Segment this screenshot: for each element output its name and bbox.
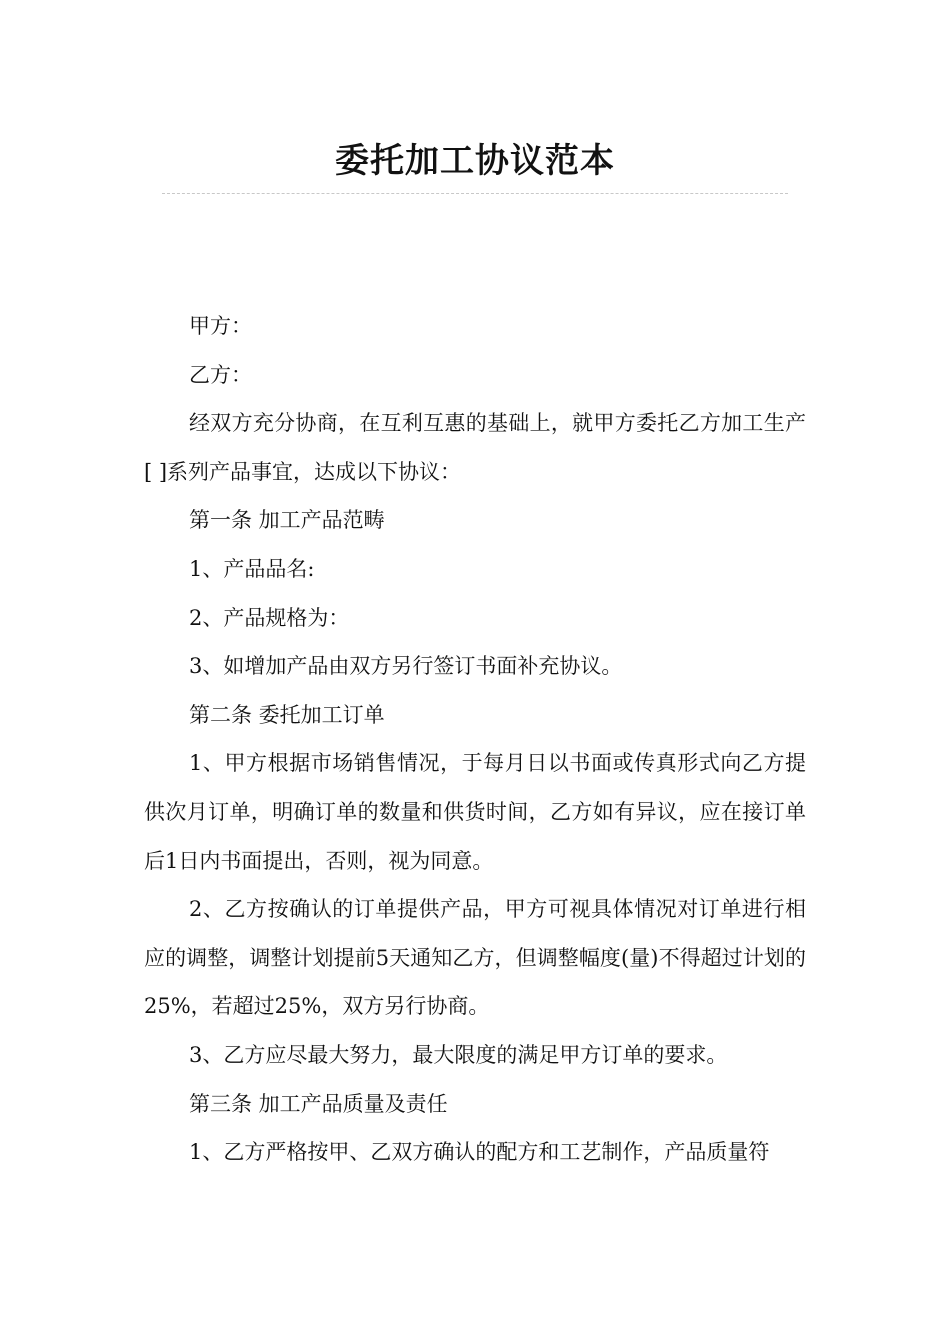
- document-body: [144, 302, 806, 1177]
- article-1-item-2: 2、产品规格为：: [189, 605, 350, 630]
- article-3-heading: 第三条 加工产品质量及责任: [189, 1091, 448, 1116]
- party-a-line: 甲方：: [189, 314, 252, 338]
- article-2-item-2: 2、乙方按确认的订单提供产品，甲方可视具体情况对订单进行相应的调整，调整计划提前5天通知乙方，但调整幅度(量)不得超过计划的25%，若超过25%，双方另行协商。: [144, 897, 806, 1019]
- article-1-item-1: 1、产品品名:: [189, 556, 315, 581]
- party-b-line: 乙方：: [189, 362, 252, 387]
- article-2-heading: 第二条 委托加工订单: [189, 702, 385, 727]
- article-2-item-3: 3、乙方应尽最大努力，最大限度的满足甲方订单的要求。: [189, 1042, 728, 1067]
- article-1-item-3: 3、如增加产品由双方另行签订书面补充协议。: [189, 654, 623, 679]
- article-3-item-1: 1、乙方严格按甲、乙双方确认的配方和工艺制作，产品质量符: [189, 1140, 770, 1165]
- article-2-item-1: 1、甲方根据市场销售情况，于每月日以书面或传真形式向乙方提供次月订单，明确订单的数量和供货时间，乙方如有异议，应在接订单后1日内书面提出，否则，视为同意。: [144, 751, 806, 873]
- document-title: 委托加工协议范本: [335, 141, 615, 181]
- article-1-heading: 第一条 加工产品范畴: [189, 508, 385, 533]
- preamble-paragraph: 经双方充分协商，在互利互惠的基础上，就甲方委托乙方加工生产[ ]系列产品事宜，达成以下协议：: [144, 411, 806, 484]
- title-divider: [162, 193, 788, 194]
